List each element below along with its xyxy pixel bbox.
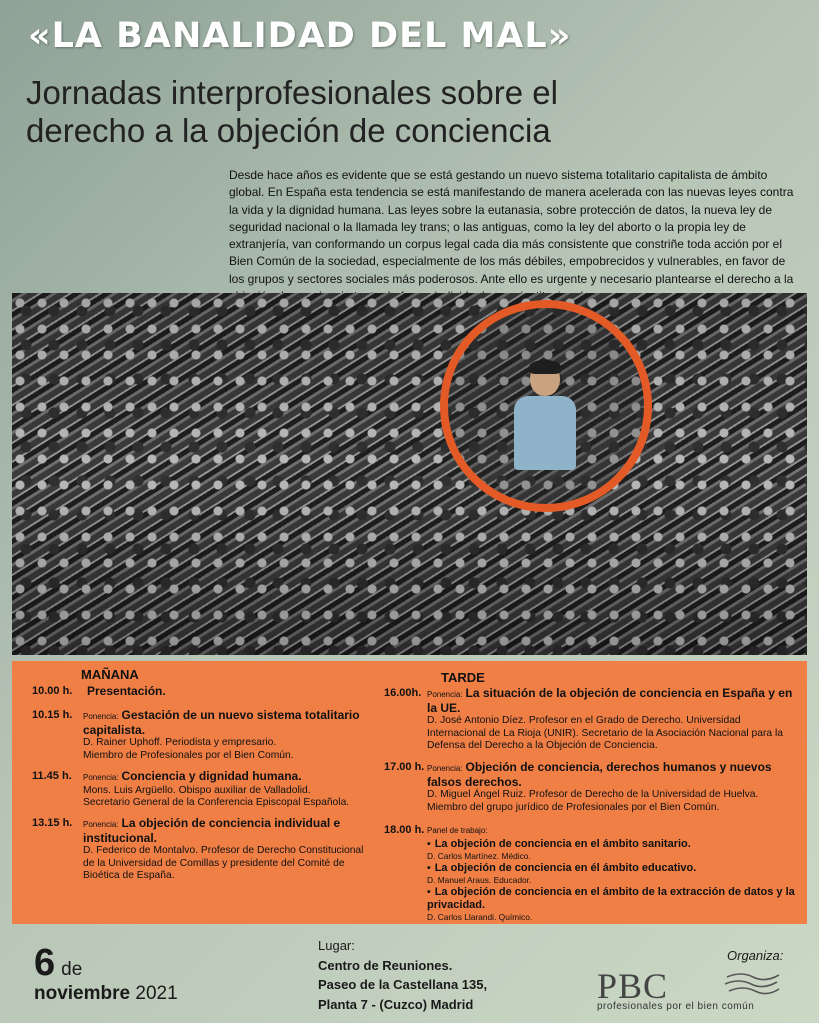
subtitle-line-2: derecho a la objeción de conciencia [26, 112, 551, 149]
panel-item: • La objeción de conciencia en el ámbito sanitario. D. Carlos Martínez. Médico. [427, 838, 799, 862]
panel-item-speaker: D. Carlos Llarandi. Químico. [427, 911, 533, 922]
person-torso [514, 396, 576, 470]
intro-paragraph: Desde hace años es evidente que se está gestando un nuevo sistema totalitario capitalista de ámbito global. En España esta tendencia se está manifestando de manera acelerada con las nuevas leyes contra la vida y la dignidad humana. Las leyes sobre la eutanasia, sobre protección de datos, la nueva ley de seguridad nacional o la llamada ley trans; o las antiguas, como la ley del aborto o la propia ley de extranjería, van conformando un corpus legal cada dia más consistente que constriñe toda acción por el Bien Común de la sociedad, especialmente de los más débiles, empobrecidos y vulnerables, en favor de los grupos y sectores sociales más poderosos. Ante ello es urgente y necesario plantearse el derecho a la [229, 168, 794, 286]
panel-item-title: La objeción de conciencia en el ámbito de la extracción de datos y la privacidad. [427, 885, 795, 911]
event-title: «LA BANALIDAD DEL MAL» [28, 16, 572, 56]
entry-body [83, 709, 377, 762]
entry-time: 10.15 h. [32, 709, 73, 721]
entry-body [83, 817, 377, 883]
entry-time: 13.15 h. [32, 817, 73, 829]
entry-affiliation: Secretario General de la Conferencia Episcopal Española. [83, 797, 350, 809]
entry-body [83, 770, 377, 810]
event-date [34, 942, 178, 1005]
entry-speaker: D. Rainer Uphoff. Periodista y empresario. [83, 737, 277, 749]
entry-title: La situación de la objeción de conciencia en España y en la UE. [427, 686, 793, 715]
venue-line-1: Centro de Reuniones. [318, 957, 453, 973]
entry-title: Conciencia y dignidad humana. [121, 769, 302, 783]
entry-body [427, 824, 799, 923]
entry-title: Objeción de conciencia, derechos humanos y nuevos falsos derechos. [427, 760, 772, 789]
entry-kind: Ponencia: [83, 773, 119, 782]
entry-speaker: Mons. Luis Argüello. Obispo auxiliar de Valladolid. [83, 784, 311, 796]
date-month: noviembre [34, 983, 131, 1004]
entry-affiliation: Miembro de Profesionales por el Bien Común. [83, 749, 294, 761]
entry-time: 18.00 h. [384, 824, 425, 836]
entry-kind: Ponencia: [83, 712, 119, 721]
panel-item-speaker: D. Manuel Araus. Educador. [427, 874, 532, 885]
entry-speaker: D. José Antonio Díez. Profesor en el Grado de Derecho. Universidad Internacional de La Rioja (UNIR). Secretario de la Asociación Nacional para la Defensa del Derecho a la Objeción de Conciencia. [427, 715, 784, 752]
entry-time: 17.00 h. [384, 761, 425, 773]
entry-title: Gestación de un nuevo sistema totalitario capitalista. [83, 708, 360, 737]
event-subtitle [26, 74, 666, 150]
highlighted-person [514, 362, 576, 470]
entry-time: 11.45 h. [32, 770, 72, 782]
entry-title: Presentación. [87, 684, 166, 698]
panel-item-speaker: D. Carlos Martínez. Médico. [427, 850, 531, 861]
logo-letters: PBC [597, 966, 669, 1006]
entry-body [87, 685, 377, 699]
entry-time: 10.00 h. [32, 685, 73, 697]
panel-item: • La objeción de conciencia en el ámbito de la extracción de datos y la privacidad. D. Carlos Llarandi. Químico. [427, 886, 799, 923]
entry-speaker: D. Federico de Montalvo. Profesor de Derecho Constitucional de la Universidad de Comillas y presidente del Comité de Bioética de España. [83, 845, 364, 882]
panel-item: • La objeción de conciencia en él ámbito educativo. D. Manuel Araus. Educador. [427, 862, 799, 886]
afternoon-heading: TARDE [441, 670, 485, 685]
organizer-label: Organiza: [727, 948, 784, 963]
entry-kind: Ponencia: [427, 764, 463, 773]
entry-speaker: D. Miguel Ángel Ruiz. Profesor de Derecho de la Universidad de Huelva. Miembro del grupo jurídico de Profesionales por el Bien Común. [427, 789, 759, 813]
entry-kind: Panel de trabajo: [427, 826, 488, 835]
crowd-photo [12, 293, 807, 655]
person-hair [529, 360, 561, 374]
date-year: 2021 [135, 983, 178, 1004]
entry-body [427, 761, 799, 814]
venue-label: Lugar: [318, 938, 355, 953]
subtitle-line-1: Jornadas interprofesionales sobre el [26, 74, 558, 111]
entry-kind: Ponencia: [427, 690, 463, 699]
morning-heading: MAÑANA [81, 667, 139, 682]
pbc-logo [597, 965, 787, 1015]
date-month-year [34, 983, 178, 1005]
entry-title: La objeción de conciencia individual e institucional. [83, 816, 341, 845]
photo-shading [12, 293, 807, 655]
schedule-panel [12, 661, 807, 924]
venue-block [318, 936, 548, 1014]
entry-time: 16.00h. [384, 687, 422, 699]
date-de: de [61, 959, 83, 980]
date-day: 6 [34, 942, 56, 984]
panel-item-title: La objeción de conciencia en él ámbito educativo. [434, 861, 697, 874]
entry-body [427, 687, 797, 753]
venue-line-3: Planta 7 - (Cuzco) Madrid [318, 996, 474, 1012]
venue-line-2: Paseo de la Castellana 135, [318, 977, 488, 992]
waves-icon [723, 969, 781, 995]
logo-tagline: profesionales por el bien común [597, 1001, 755, 1012]
panel-item-title: La objeción de conciencia en el ámbito sanitario. [434, 837, 691, 850]
entry-kind: Ponencia: [83, 820, 119, 829]
